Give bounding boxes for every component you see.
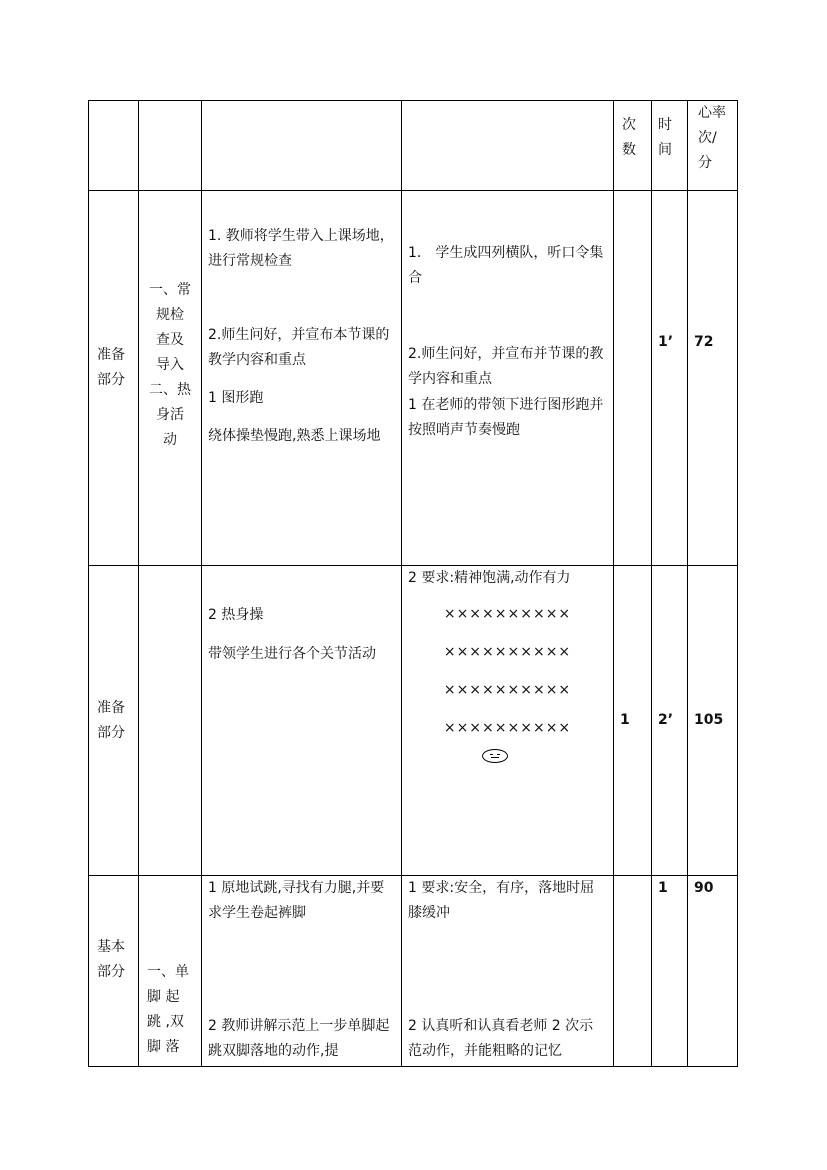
content-line: 二、热 (149, 382, 191, 398)
header-student (402, 101, 614, 191)
teacher-smiley-icon (482, 749, 508, 763)
part-label: 部分 (97, 724, 125, 741)
student-text: 1 在老师的带领下进行图形跑并按照哨声节奏慢跑 (408, 397, 604, 438)
content-line: 一、单 (147, 964, 189, 980)
student-cell (402, 876, 614, 1067)
heart-rate-cell (688, 191, 738, 566)
content-line: 查及 (156, 332, 184, 348)
teacher-text: 带领学生进行各个关节活动 (208, 646, 376, 662)
formation-row: ×××××××××× (443, 682, 572, 698)
formation-diagram (402, 595, 613, 772)
student-text: 1． 学生成四列横队，听口令集合 (408, 245, 604, 286)
header-heart-line: 心率 (698, 105, 726, 121)
table-row (89, 191, 738, 566)
part-cell (89, 876, 139, 1067)
time-value: 2’ (658, 712, 674, 728)
teacher-text: 1. 教师将学生带入上课场地，进行常规检查 (208, 228, 394, 269)
time-cell (652, 876, 688, 1067)
content-line: 脚 落 (147, 1039, 180, 1055)
student-cell (402, 191, 614, 566)
count-cell (614, 876, 652, 1067)
content-line: 一、常 (149, 282, 191, 298)
time-value: 1’ (658, 334, 674, 350)
teacher-cell (202, 876, 402, 1067)
count-value: 1 (620, 712, 630, 728)
header-heart-line: 次/ (698, 130, 717, 146)
content-line: 导入 (156, 357, 184, 373)
content-line: 跳 ,双 (147, 1014, 184, 1030)
count-cell (614, 566, 652, 876)
header-heart-line: 分 (698, 155, 712, 171)
time-value: 1 (658, 880, 668, 896)
part-label: 基本 (97, 939, 125, 955)
header-teacher (202, 101, 402, 191)
teacher-cell (202, 566, 402, 876)
header-part (89, 101, 139, 191)
heart-rate-value: 90 (694, 880, 714, 896)
formation-row: ×××××××××× (443, 644, 572, 660)
content-line: 规检 (156, 307, 184, 323)
part-cell (89, 566, 139, 876)
header-time-line: 间 (658, 142, 672, 158)
part-label: 准备 (97, 347, 125, 363)
content-line: 身活 (156, 407, 184, 423)
time-cell (652, 566, 688, 876)
teacher-text: 2.师生问好，并宣布本节课的教学内容和重点 (208, 327, 390, 368)
teacher-text: 绕体操垫慢跑,熟悉上课场地 (208, 428, 381, 444)
formation-row: ×××××××××× (443, 720, 572, 736)
student-cell (402, 566, 614, 876)
table-row (89, 876, 738, 1067)
header-content (139, 101, 202, 191)
header-count (614, 101, 652, 191)
student-text: 1 要求:安全，有序，落地时屈膝缓冲 (408, 880, 595, 921)
content-line: 脚 起 (147, 989, 180, 1005)
part-label: 准备 (97, 699, 125, 716)
formation-row: ×××××××××× (443, 606, 572, 622)
count-cell (614, 191, 652, 566)
heart-rate-value: 105 (694, 712, 724, 728)
student-text: 2 认真听和认真看老师 2 次示范动作，并能粗略的记忆 (408, 1018, 594, 1059)
lesson-plan-table (88, 100, 738, 1067)
header-time-line: 时 (658, 117, 672, 133)
header-count-line: 次 (622, 117, 636, 133)
student-requirement: 2 要求:精神饱满,动作有力 (408, 570, 571, 586)
heart-rate-cell (688, 566, 738, 876)
header-count-line: 数 (622, 142, 636, 158)
table-row (89, 566, 738, 876)
content-cell (139, 876, 202, 1067)
teacher-text: 2 教师讲解示范上一步单脚起跳双脚落地的动作,提 (208, 1018, 390, 1059)
header-row (89, 101, 738, 191)
content-cell (139, 191, 202, 566)
teacher-text: 2 热身操 (208, 607, 264, 623)
teacher-text: 1 图形跑 (208, 390, 264, 406)
teacher-cell (202, 191, 402, 566)
student-text: 2.师生问好，并宣布并节课的教学内容和重点 (408, 346, 604, 387)
content-line: 动 (163, 432, 177, 448)
header-time (652, 101, 688, 191)
time-cell (652, 191, 688, 566)
part-cell (89, 191, 139, 566)
content-cell (139, 566, 202, 876)
header-heart-rate (688, 101, 738, 191)
part-label: 部分 (97, 964, 125, 980)
heart-rate-cell (688, 876, 738, 1067)
heart-rate-value: 72 (694, 334, 714, 350)
teacher-text: 1 原地试跳,寻找有力腿,并要求学生卷起裤脚 (208, 880, 385, 921)
part-label: 部分 (97, 372, 125, 388)
